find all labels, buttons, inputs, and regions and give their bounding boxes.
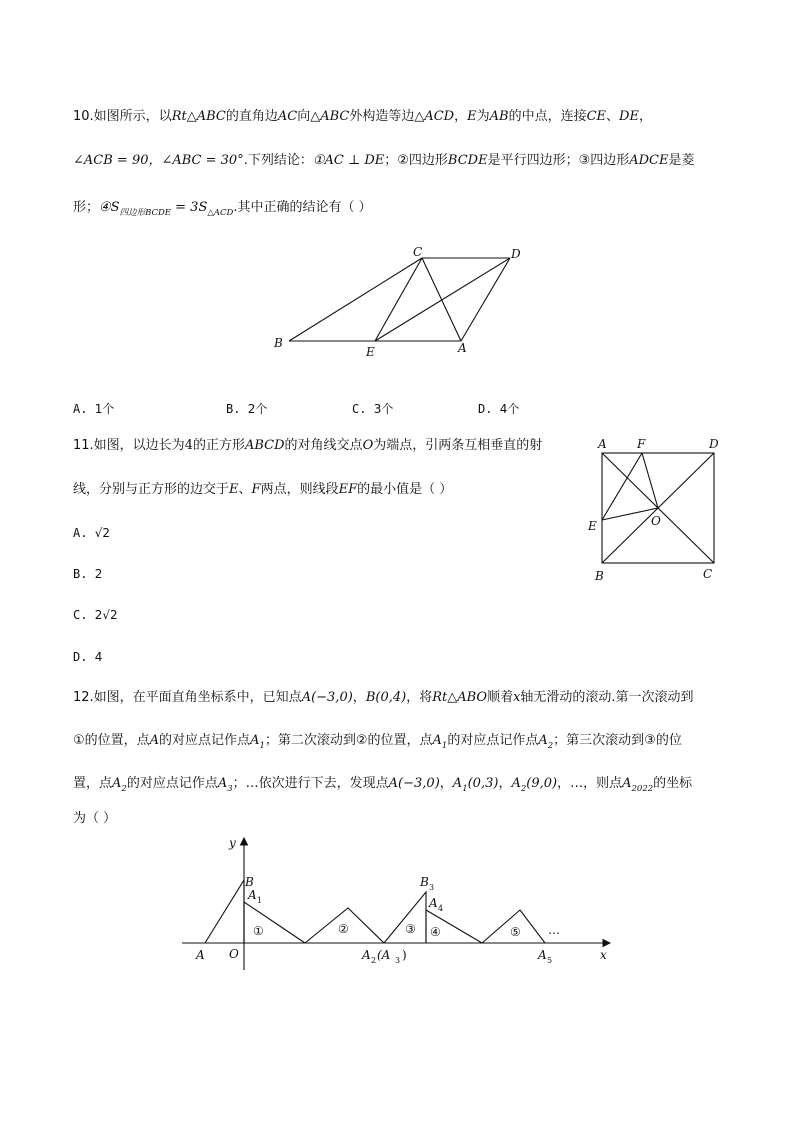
q11-option-b[interactable]: B. 2	[73, 567, 103, 581]
q10-option-d[interactable]: D. 4个	[478, 402, 520, 416]
q12-label-a3-sub: 3	[395, 956, 401, 965]
q11-label-d: D	[709, 437, 719, 451]
q12-marker-3: ③	[405, 922, 416, 936]
q12-label-a3: (A	[377, 948, 391, 962]
q12-marker-5: ⑤	[510, 925, 521, 939]
q10-text-line-3: 形；$④S_{四边形BCDE} = 3S_{\triangle ACD}$.其中正确的结论有（ ）	[73, 200, 372, 218]
q12-label-a3-close: )	[402, 948, 407, 962]
q10-label-a: A	[458, 341, 467, 355]
q12-label-a2: A	[362, 948, 371, 962]
q12-label-a4-sub: 4	[438, 904, 444, 913]
q11-label-b: B	[595, 569, 604, 583]
q12-label-y: y	[229, 836, 236, 850]
q12-label-a5: A	[538, 948, 547, 962]
q12-label-a4: A	[429, 896, 438, 910]
q12-text-line-3: 置，点$A_2$的对应点记作点$A_3$；…依次进行下去，发现点A(−3,0)，$A_1(0,3)$，$A_2(9,0)$，…，则点$A_{2022}$的坐标	[73, 776, 693, 794]
q11-option-a[interactable]: A. √2	[73, 526, 110, 540]
q12-label-b3: B	[420, 875, 429, 889]
q12-label-a2-sub: 2	[371, 956, 377, 965]
q10-option-a[interactable]: A. 1个	[73, 402, 115, 416]
q11-text-line-2: 线，分别与正方形的边交于E、F两点，则线段EF的最小值是（ ）	[73, 482, 453, 497]
q12-label-x: x	[600, 948, 607, 962]
q10-option-b[interactable]: B. 2个	[226, 402, 268, 416]
q10-label-c: C	[413, 245, 423, 259]
q10-option-c[interactable]: C. 3个	[352, 402, 394, 416]
q10-text-line-1: 10.如图所示，以Rt△ABC的直角边AC向△ABC外构造等边△ACD，E为AB的中点，连接CE、DE，	[73, 109, 652, 124]
q10-label-d: D	[511, 247, 521, 261]
q12-label-a: A	[196, 948, 205, 962]
q12-label-o: O	[229, 947, 239, 961]
q12-label-a1: A	[248, 888, 257, 902]
q12-text-line-4: 为（ ）	[73, 811, 117, 826]
q11-option-d[interactable]: D. 4	[73, 650, 103, 664]
q12-marker-1: ①	[253, 924, 264, 938]
q12-text-line-2: ①的位置，点A的对应点记作点$A_1$；第二次滚动到②的位置，点$A_1$的对应点记作点$A_2$；第三次滚动到③的位	[73, 733, 682, 751]
q12-text-line-1: 12.如图，在平面直角坐标系中，已知点A(−3,0)，B(0,4)，将Rt△ABO顺着x轴无滑动的滚动.第一次滚动到	[73, 690, 694, 705]
q12-continuation-dots: …	[548, 923, 560, 937]
q11-label-o: O	[651, 514, 661, 528]
q11-label-a: A	[598, 437, 607, 451]
q11-label-f: F	[637, 437, 646, 451]
q12-label-b: B	[245, 875, 254, 889]
q11-option-c[interactable]: C. 2√2	[73, 608, 118, 622]
q12-label-a5-sub: 5	[547, 956, 553, 965]
q10-label-b: B	[274, 336, 283, 350]
q12-marker-4: ④	[430, 925, 441, 939]
q11-text-line-1: 11.如图，以边长为4的正方形ABCD的对角线交点O为端点，引两条互相垂直的射	[73, 438, 543, 453]
q10-text-line-2: ∠ACB = 90，∠ABC = 30°.下列结论：①AC ⊥ DE；②四边形BCDE是平行四边形；③四边形ADCE是菱	[73, 153, 695, 168]
q12-label-b3-sub: 3	[429, 883, 435, 892]
q12-label-a1-sub: 1	[257, 896, 263, 905]
q11-label-c: C	[703, 567, 713, 581]
q11-label-e: E	[588, 519, 597, 533]
q12-triangle-original	[205, 880, 244, 943]
q10-label-e: E	[366, 345, 375, 359]
q12-marker-2: ②	[338, 922, 349, 936]
